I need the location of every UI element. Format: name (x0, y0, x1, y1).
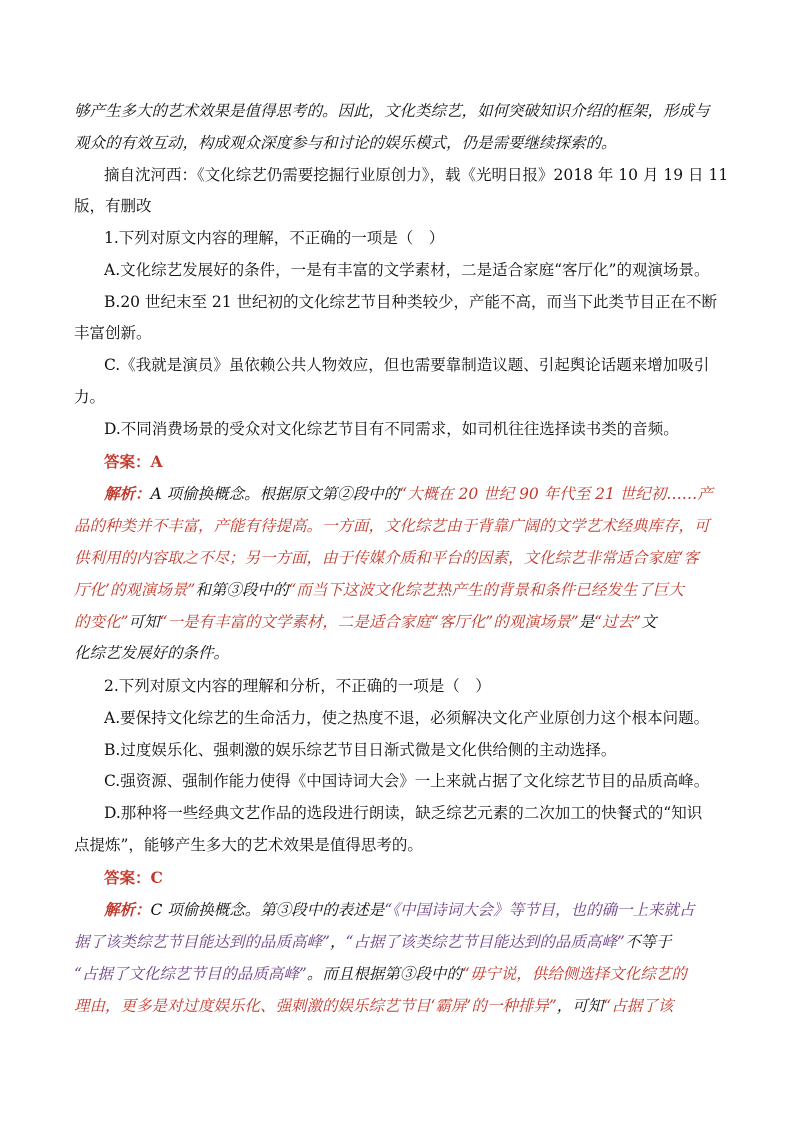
answer-label: 答案： (104, 452, 151, 471)
analysis-quote: 理由，更多是对过度娱乐化、强刺激的娱乐综艺节目‘霸屏’的一种排异” (74, 997, 557, 1015)
analysis-quote: “《中国诗词大会》等节目，也的确一上来就占 (384, 901, 695, 919)
q1-analysis-line-5 (74, 612, 657, 632)
passage-line-2: 观众的有效互动，构成观众深度参与和讨论的娱乐模式，仍是需要继续探索的。 (74, 134, 617, 152)
q2-analysis-line-3 (74, 964, 687, 984)
analysis-quote: “一是有丰富的文学素材，二是适合家庭“客厅化”的观演场景” (159, 613, 579, 631)
q1-option-b: B.20 世纪末至 21 世纪初的文化综艺节目种类较少，产能不高，而当下此类节目正在不断 (104, 293, 718, 311)
q1-option-c: C.《我就是演员》虽依赖公共人物效应，但也需要靠制造议题、引起舆论话题来增加吸引 (104, 356, 710, 374)
analysis-text: ， (329, 933, 346, 951)
q1-analysis-line-4 (74, 580, 684, 600)
analysis-quote: 的变化” (74, 613, 129, 631)
analysis-quote: 厅化’的观演场景” (74, 581, 196, 599)
analysis-text: 不等于 (624, 933, 672, 951)
q1-analysis-line-1 (104, 484, 713, 504)
question-2-stem: 2.下列对原文内容的理解和分析，不正确的一项是（ ） (104, 677, 491, 695)
analysis-text: 可知 (128, 613, 160, 631)
source-line-2: 版，有删改 (74, 197, 152, 215)
q2-option-d: D.那种将一些经典文艺作品的选段进行朗读，缺乏综艺元素的二次加工的快餐式的“知识 (104, 804, 703, 822)
q1-option-b-cont: 丰富创新。 (74, 324, 152, 342)
q1-option-a: A.文化综艺发展好的条件，一是有丰富的文学素材，二是适合家庭“客厅化”的观演场景。 (104, 261, 710, 279)
answer-value: A (150, 452, 163, 471)
analysis-label: 解析： (104, 484, 151, 503)
analysis-quote: “占据了文化综艺节目的品质高峰” (74, 965, 307, 983)
analysis-quote: “而当下这波文化综艺热产生的背景和条件已经发生了巨大 (288, 581, 684, 599)
q2-answer (104, 868, 163, 888)
analysis-label: 解析： (104, 900, 151, 919)
analysis-text: 文 (641, 613, 657, 631)
analysis-quote: 据了该类综艺节目能达到的品质高峰” (74, 933, 330, 951)
analysis-quote: “毋宁说，供给侧选择文化综艺的 (461, 965, 687, 983)
analysis-text: 是 (578, 613, 595, 631)
q2-option-d-cont: 点提炼”，能够产生多大的艺术效果是值得思考的。 (74, 836, 423, 854)
q2-option-c: C.强资源、强制作能力使得《中国诗词大会》一上来就占据了文化综艺节目的品质高峰。 (104, 772, 710, 790)
answer-label: 答案： (104, 868, 151, 887)
analysis-text: ，可知 (556, 997, 604, 1015)
passage-line-1: 够产生多大的艺术效果是值得思考的。因此，文化类综艺，如何突破知识介绍的框架，形成与 (74, 102, 710, 120)
q2-analysis-line-1 (104, 900, 695, 920)
q2-analysis-line-2 (74, 932, 671, 952)
source-line-1: 摘自沈河西：《文化综艺仍需要挖掘行业原创力》，载《光明日报》2018 年 10 月 19 日 11 (104, 166, 729, 184)
analysis-quote: “占据了该 (603, 997, 674, 1015)
q1-option-d: D.不同消费场景的受众对文化综艺节目有不同需求，如司机往往选择读书类的音频。 (104, 420, 679, 438)
question-1-stem: 1.下列对原文内容的理解，不正确的一项是（ ） (104, 229, 445, 247)
q1-analysis-line-3: 供利用的内容取之不尽；另一方面，由于传媒介质和平台的因素，文化综艺非常适合家庭‘客 (74, 549, 699, 567)
analysis-quote: “占据了该类综艺节目能达到的品质高峰” (345, 933, 625, 951)
q2-option-a: A.要保持文化综艺的生命活力，使之热度不退，必须解决文化产业原创力这个根本问题。 (104, 709, 710, 727)
q1-analysis-line-2: 品的种类并不丰富，产能有待提高。一方面，文化综艺由于背靠广阔的文学艺术经典库存，可 (74, 517, 710, 535)
analysis-quote: “过去” (594, 613, 642, 631)
answer-value: C (150, 868, 163, 887)
analysis-text: C 项偷换概念。第③段中的表述是 (150, 901, 385, 919)
q1-analysis-line-6: 化综艺发展好的条件。 (74, 644, 230, 662)
q1-answer (104, 452, 163, 472)
q1-option-c-cont: 力。 (74, 388, 106, 406)
analysis-text: 和第③段中的 (195, 581, 289, 599)
q2-option-b: B.过度娱乐化、强刺激的娱乐综艺节目日渐式微是文化供给侧的主动选择。 (104, 741, 617, 759)
analysis-text: A 项偷换概念。根据原文第②段中的 (150, 485, 400, 503)
analysis-quote: “大概在 20 世纪 90 年代至 21 世纪初……产 (399, 485, 713, 503)
q2-analysis-line-4 (74, 996, 673, 1016)
analysis-text: 。而且根据第③段中的 (306, 965, 462, 983)
